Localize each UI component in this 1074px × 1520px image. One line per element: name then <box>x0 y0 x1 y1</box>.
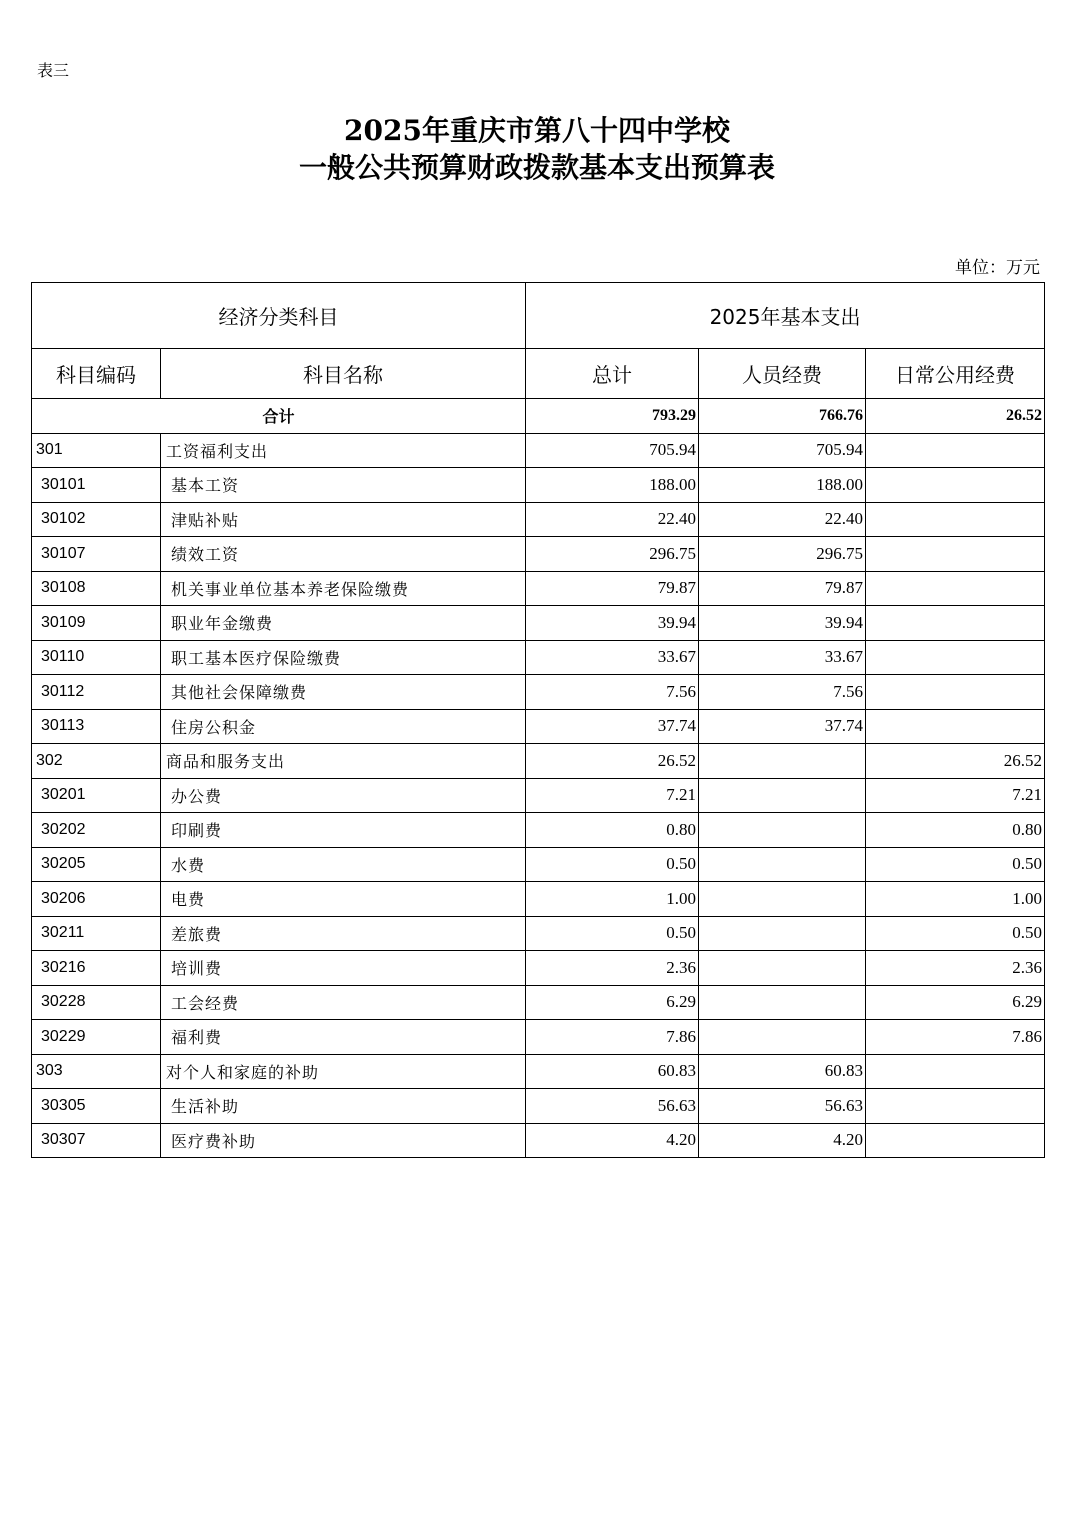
row-name: 工会经费 <box>161 985 526 1020</box>
row-total: 7.21 <box>526 778 699 813</box>
row-total: 705.94 <box>526 433 699 468</box>
row-personnel <box>699 813 866 848</box>
row-personnel: 60.83 <box>699 1054 866 1089</box>
row-public <box>866 1054 1045 1089</box>
row-code: 30206 <box>32 882 161 917</box>
row-personnel: 296.75 <box>699 537 866 572</box>
row-total: 1.00 <box>526 882 699 917</box>
row-name: 工资福利支出 <box>161 433 526 468</box>
row-total: 79.87 <box>526 571 699 606</box>
row-public <box>866 709 1045 744</box>
row-personnel <box>699 847 866 882</box>
row-personnel: 56.63 <box>699 1089 866 1124</box>
row-code: 30205 <box>32 847 161 882</box>
row-personnel <box>699 882 866 917</box>
row-public <box>866 1123 1045 1158</box>
row-public <box>866 606 1045 641</box>
total-label: 合计 <box>32 399 526 434</box>
row-name: 其他社会保障缴费 <box>161 675 526 710</box>
row-name: 职业年金缴费 <box>161 606 526 641</box>
row-total: 296.75 <box>526 537 699 572</box>
header-personnel: 人员经费 <box>699 349 866 399</box>
row-total: 33.67 <box>526 640 699 675</box>
row-total: 22.40 <box>526 502 699 537</box>
row-personnel: 7.56 <box>699 675 866 710</box>
row-code: 30307 <box>32 1123 161 1158</box>
row-public: 26.52 <box>866 744 1045 779</box>
row-name: 商品和服务支出 <box>161 744 526 779</box>
row-name: 印刷费 <box>161 813 526 848</box>
row-name: 基本工资 <box>161 468 526 503</box>
row-code: 30113 <box>32 709 161 744</box>
table-row <box>32 502 1045 537</box>
row-public: 1.00 <box>866 882 1045 917</box>
row-public: 7.86 <box>866 1020 1045 1055</box>
unit-label: 单位：万元 <box>955 258 1040 278</box>
row-personnel: 22.40 <box>699 502 866 537</box>
header-public: 日常公用经费 <box>866 349 1045 399</box>
table-row <box>32 537 1045 572</box>
row-name: 医疗费补助 <box>161 1123 526 1158</box>
row-code: 30102 <box>32 502 161 537</box>
table-row <box>32 675 1045 710</box>
table-row <box>32 813 1045 848</box>
row-public <box>866 1089 1045 1124</box>
table-row <box>32 1054 1045 1089</box>
row-personnel <box>699 916 866 951</box>
table-row <box>32 847 1045 882</box>
row-code: 30201 <box>32 778 161 813</box>
row-code: 30107 <box>32 537 161 572</box>
table-label: 表三 <box>37 61 70 80</box>
total-public: 26.52 <box>866 399 1045 434</box>
row-name: 绩效工资 <box>161 537 526 572</box>
row-name: 办公费 <box>161 778 526 813</box>
total-personnel: 766.76 <box>699 399 866 434</box>
header-row-group <box>32 283 1045 349</box>
row-public: 0.50 <box>866 847 1045 882</box>
row-personnel: 188.00 <box>699 468 866 503</box>
table-row <box>32 640 1045 675</box>
table-row <box>32 985 1045 1020</box>
row-total: 37.74 <box>526 709 699 744</box>
row-personnel: 705.94 <box>699 433 866 468</box>
row-public <box>866 640 1045 675</box>
row-total: 39.94 <box>526 606 699 641</box>
table-row <box>32 709 1045 744</box>
row-name: 差旅费 <box>161 916 526 951</box>
row-code: 30112 <box>32 675 161 710</box>
row-personnel <box>699 1020 866 1055</box>
row-personnel <box>699 744 866 779</box>
row-name: 电费 <box>161 882 526 917</box>
row-personnel: 33.67 <box>699 640 866 675</box>
row-name: 生活补助 <box>161 1089 526 1124</box>
table-row <box>32 1089 1045 1124</box>
row-code: 30305 <box>32 1089 161 1124</box>
budget-table <box>31 282 1045 1158</box>
row-name: 对个人和家庭的补助 <box>161 1054 526 1089</box>
row-code: 301 <box>32 433 161 468</box>
row-total: 188.00 <box>526 468 699 503</box>
row-total: 0.80 <box>526 813 699 848</box>
row-total: 56.63 <box>526 1089 699 1124</box>
row-code: 302 <box>32 744 161 779</box>
row-public: 2.36 <box>866 951 1045 986</box>
row-code: 30202 <box>32 813 161 848</box>
table-row <box>32 778 1045 813</box>
row-name: 水费 <box>161 847 526 882</box>
row-code: 303 <box>32 1054 161 1089</box>
table-row <box>32 744 1045 779</box>
table-row <box>32 433 1045 468</box>
header-total: 总计 <box>526 349 699 399</box>
row-personnel <box>699 778 866 813</box>
table-row <box>32 951 1045 986</box>
row-code: 30228 <box>32 985 161 1020</box>
row-personnel <box>699 951 866 986</box>
row-total: 26.52 <box>526 744 699 779</box>
row-public: 0.80 <box>866 813 1045 848</box>
row-public: 6.29 <box>866 985 1045 1020</box>
row-total: 60.83 <box>526 1054 699 1089</box>
header-row-columns <box>32 349 1045 399</box>
row-total: 7.56 <box>526 675 699 710</box>
table-row <box>32 571 1045 606</box>
table-row <box>32 1123 1045 1158</box>
total-total: 793.29 <box>526 399 699 434</box>
row-code: 30110 <box>32 640 161 675</box>
row-public <box>866 433 1045 468</box>
row-code: 30211 <box>32 916 161 951</box>
row-personnel: 37.74 <box>699 709 866 744</box>
row-personnel: 79.87 <box>699 571 866 606</box>
row-name: 津贴补贴 <box>161 502 526 537</box>
row-name: 培训费 <box>161 951 526 986</box>
row-name: 职工基本医疗保险缴费 <box>161 640 526 675</box>
row-personnel: 39.94 <box>699 606 866 641</box>
row-code: 30108 <box>32 571 161 606</box>
row-name: 机关事业单位基本养老保险缴费 <box>161 571 526 606</box>
total-row <box>32 399 1045 434</box>
row-total: 7.86 <box>526 1020 699 1055</box>
table-row <box>32 1020 1045 1055</box>
header-name: 科目名称 <box>161 349 526 399</box>
row-code: 30229 <box>32 1020 161 1055</box>
row-public <box>866 675 1045 710</box>
row-public: 7.21 <box>866 778 1045 813</box>
row-total: 6.29 <box>526 985 699 1020</box>
row-total: 0.50 <box>526 847 699 882</box>
row-code: 30101 <box>32 468 161 503</box>
row-public <box>866 571 1045 606</box>
page-title-line1: 2025年重庆市第八十四中学校 <box>344 114 730 147</box>
row-total: 2.36 <box>526 951 699 986</box>
row-public <box>866 502 1045 537</box>
table-row <box>32 606 1045 641</box>
row-name: 福利费 <box>161 1020 526 1055</box>
page-title-line2: 一般公共预算财政拨款基本支出预算表 <box>298 151 775 184</box>
row-public: 0.50 <box>866 916 1045 951</box>
header-basic-expenditure: 2025年基本支出 <box>526 283 1045 349</box>
table-row <box>32 468 1045 503</box>
row-total: 0.50 <box>526 916 699 951</box>
row-code: 30216 <box>32 951 161 986</box>
row-code: 30109 <box>32 606 161 641</box>
row-personnel <box>699 985 866 1020</box>
row-public <box>866 537 1045 572</box>
row-total: 4.20 <box>526 1123 699 1158</box>
table-row <box>32 916 1045 951</box>
table-row <box>32 882 1045 917</box>
row-public <box>866 468 1045 503</box>
header-code: 科目编码 <box>32 349 161 399</box>
row-name: 住房公积金 <box>161 709 526 744</box>
row-personnel: 4.20 <box>699 1123 866 1158</box>
header-economic-category: 经济分类科目 <box>32 283 526 349</box>
